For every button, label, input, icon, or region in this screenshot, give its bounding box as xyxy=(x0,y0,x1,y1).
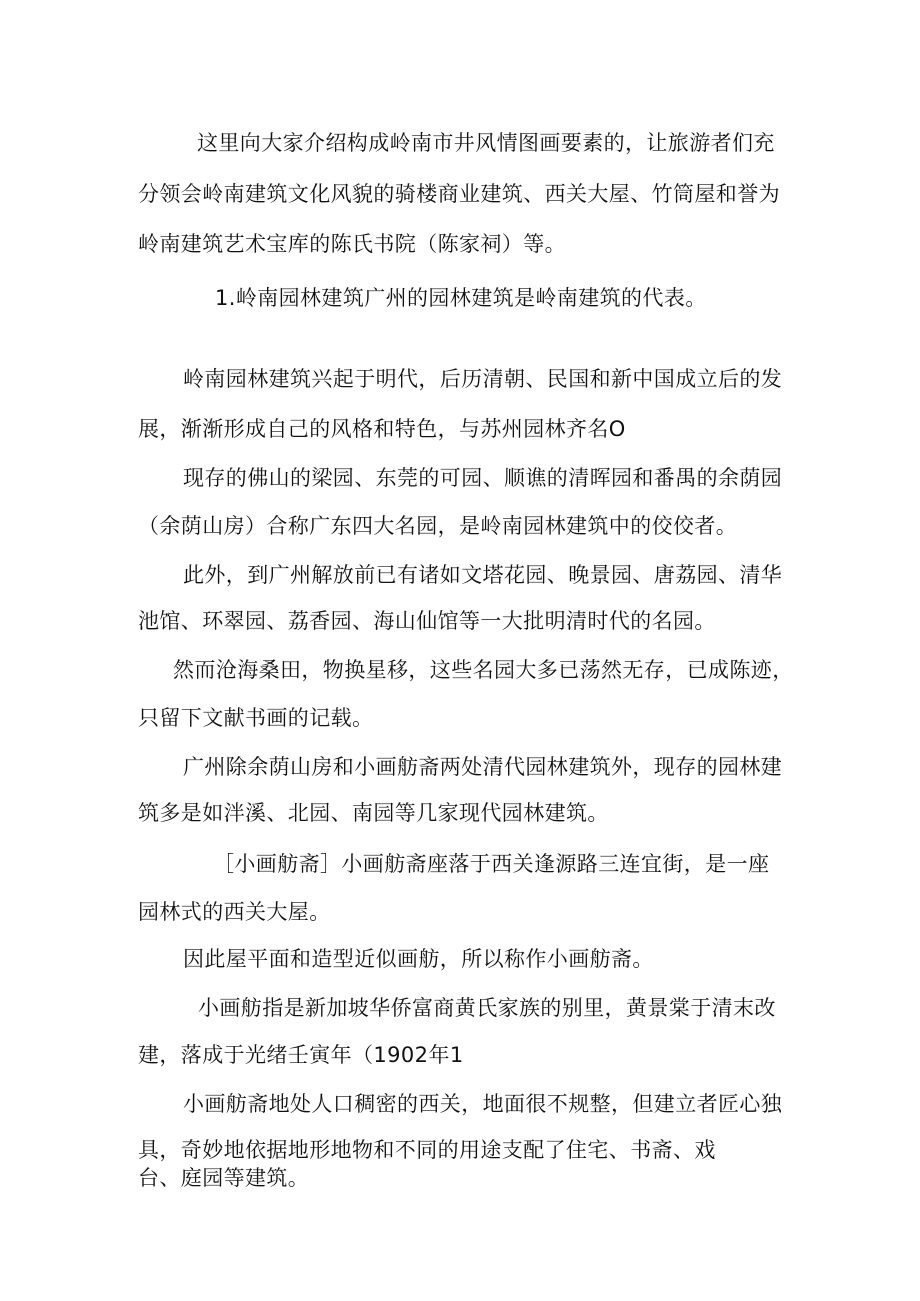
text-line-5: 岭南园林建筑兴起于明代，后历清朝、民国和新中国成立后的发 xyxy=(183,367,783,391)
text-line-16: 园林式的西关大屋。 xyxy=(138,900,331,924)
text-line-15: ［小画舫斋］小画舫斋座落于西关逢源路三连宜街，是一座 xyxy=(213,852,770,876)
text-line-7: 现存的佛山的梁园、东莞的可园、顺谯的清晖园和番禺的余荫园 xyxy=(183,466,783,490)
text-line-20: 小画舫斋地处人口稠密的西关，地面很不规整，但建立者匠心独 xyxy=(183,1092,783,1116)
text-line-2: 分领会岭南建筑文化风貌的骑楼商业建筑、西关大屋、竹筒屋和誉为 xyxy=(138,182,780,206)
text-line-18: 小画舫指是新加坡华侨富商黄氏家族的别里，黄景棠于清末改 xyxy=(198,996,776,1020)
text-line-17: 因此屋平面和造型近似画舫，所以称作小画舫斋。 xyxy=(183,947,654,971)
text-line-12: 只留下文献书画的记载。 xyxy=(138,706,374,730)
text-line-22: 台、庭园等建筑。 xyxy=(138,1166,310,1190)
text-line-14: 筑多是如泮溪、北园、南园等几家现代园林建筑。 xyxy=(138,801,609,825)
text-line-3: 岭南建筑艺术宝库的陈氏书院（陈家祠）等。 xyxy=(138,232,566,256)
text-line-9: 此外，到广州解放前已有诸如文塔花园、晚景园、唐荔园、清华 xyxy=(183,563,783,587)
text-line-13: 广州除余荫山房和小画舫斋两处清代园林建筑外，现存的园林建 xyxy=(183,755,783,779)
text-line-1: 这里向大家介绍构成岭南市井风情图画要素的，让旅游者们充 xyxy=(197,131,775,155)
text-line-11: 然而沧海桑田，物换星移，这些名园大多已荡然无存，已成陈迹， xyxy=(173,658,794,682)
text-line-10: 池馆、环翠园、荔香园、海山仙馆等一大批明清时代的名园。 xyxy=(138,609,716,633)
text-line-8: （余荫山房）合称广东四大名园，是岭南园林建筑中的佼佼者。 xyxy=(138,514,738,538)
text-line-19: 建，落成于光绪壬寅年（1902年1 xyxy=(138,1043,464,1067)
text-line-21: 具，奇妙地依据地形地物和不同的用途支配了住宅、书斋、戏 xyxy=(138,1138,716,1162)
text-line-4: 1.岭南园林建筑广州的园林建筑是岭南建筑的代表。 xyxy=(215,286,707,310)
text-line-6: 展，渐渐形成自己的风格和特色，与苏州园林齐名O xyxy=(138,417,626,441)
